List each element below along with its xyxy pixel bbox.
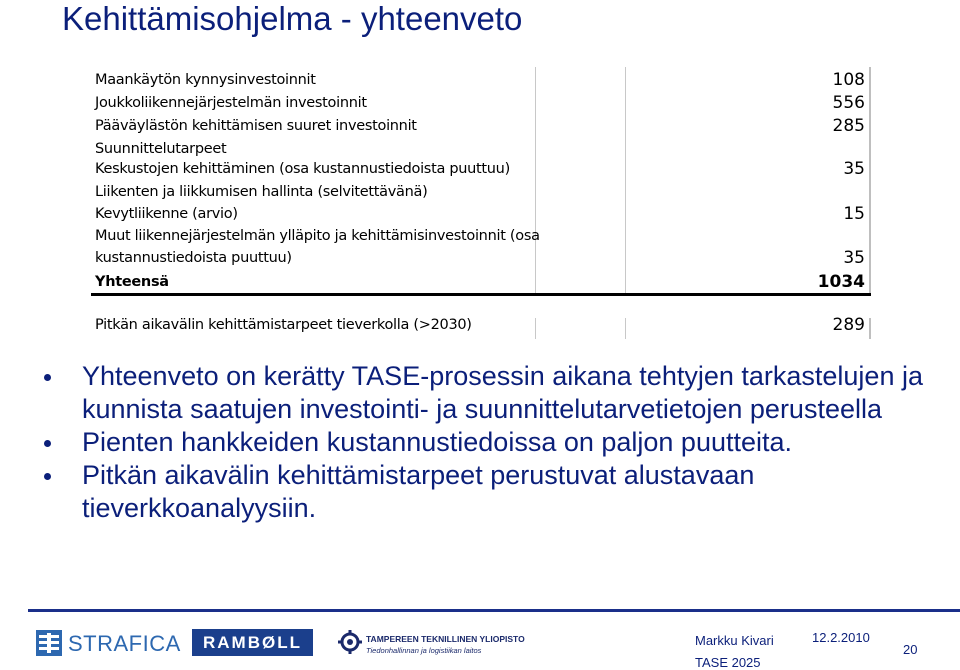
row-value: 15 <box>843 204 865 224</box>
bullet-dot-icon <box>44 473 51 480</box>
total-label: Yhteensä <box>95 274 169 290</box>
row-value: 289 <box>832 315 865 335</box>
bullet-item <box>40 360 940 426</box>
row-value: 35 <box>843 159 865 179</box>
page-number: 20 <box>903 642 918 657</box>
strafica-logo <box>36 628 186 658</box>
footer-author: Markku Kivari <box>695 633 774 648</box>
row-label: Pitkän aikavälin kehittämistarpeet tieverkolla (>2030) <box>95 317 472 333</box>
row-value: 556 <box>832 93 865 113</box>
strafica-text: STRAFICA <box>68 631 181 656</box>
total-value: 1034 <box>817 272 865 292</box>
row-label: Pääväylästön kehittämisen suuret investoinnit <box>95 118 417 134</box>
gear-icon <box>338 630 362 654</box>
bullet-item <box>40 459 940 525</box>
row-label: kustannustiedoista puuttuu) <box>95 250 292 266</box>
bullet-text: Pienten hankkeiden kustannustiedoissa on paljon puutteita. <box>82 427 793 457</box>
footer-rule <box>28 609 960 612</box>
bullet-dot-icon <box>44 440 51 447</box>
row-value: 285 <box>832 116 865 136</box>
summary-table <box>91 67 871 339</box>
footer-project: TASE 2025 <box>695 655 761 670</box>
strafica-mark-icon <box>36 630 62 656</box>
row-label: Kevytliikenne (arvio) <box>95 206 238 222</box>
tut-department: Tiedonhallinnan ja logistiikan laitos <box>366 646 482 655</box>
row-value: 108 <box>832 70 865 90</box>
bullet-item <box>40 426 940 459</box>
slide-title: Kehittämisohjelma - yhteenveto <box>62 0 523 37</box>
row-label: Muut liikennejärjestelmän ylläpito ja kehittämisinvestoinnit (osa <box>95 228 540 244</box>
ramboll-logo: RAMBØLL <box>192 629 313 656</box>
tut-name: TAMPEREEN TEKNILLINEN YLIOPISTO <box>366 634 525 644</box>
footer-date: 12.2.2010 <box>812 630 870 645</box>
bullet-list <box>40 360 940 525</box>
bullet-text: Pitkän aikavälin kehittämistarpeet perustuvat alustavaan tieverkkoanalyysiin. <box>82 460 755 523</box>
bullet-dot-icon <box>44 374 51 381</box>
row-label: Joukkoliikennejärjestelmän investoinnit <box>95 95 367 111</box>
row-label: Maankäytön kynnysinvestoinnit <box>95 72 316 88</box>
tut-logo <box>338 630 528 660</box>
row-label: Liikenten ja liikkumisen hallinta (selvitettävänä) <box>95 184 428 200</box>
table-gap <box>91 296 871 318</box>
row-value: 35 <box>843 248 865 268</box>
row-label: Keskustojen kehittäminen (osa kustannustiedoista puuttuu) <box>95 161 510 177</box>
bullet-text: Yhteenveto on kerätty TASE-prosessin aikana tehtyjen tarkastelujen ja kunnista saatujen investointi- ja suunnittelutarvetietojen perusteella <box>82 361 923 424</box>
row-label: Suunnittelutarpeet <box>95 141 227 157</box>
